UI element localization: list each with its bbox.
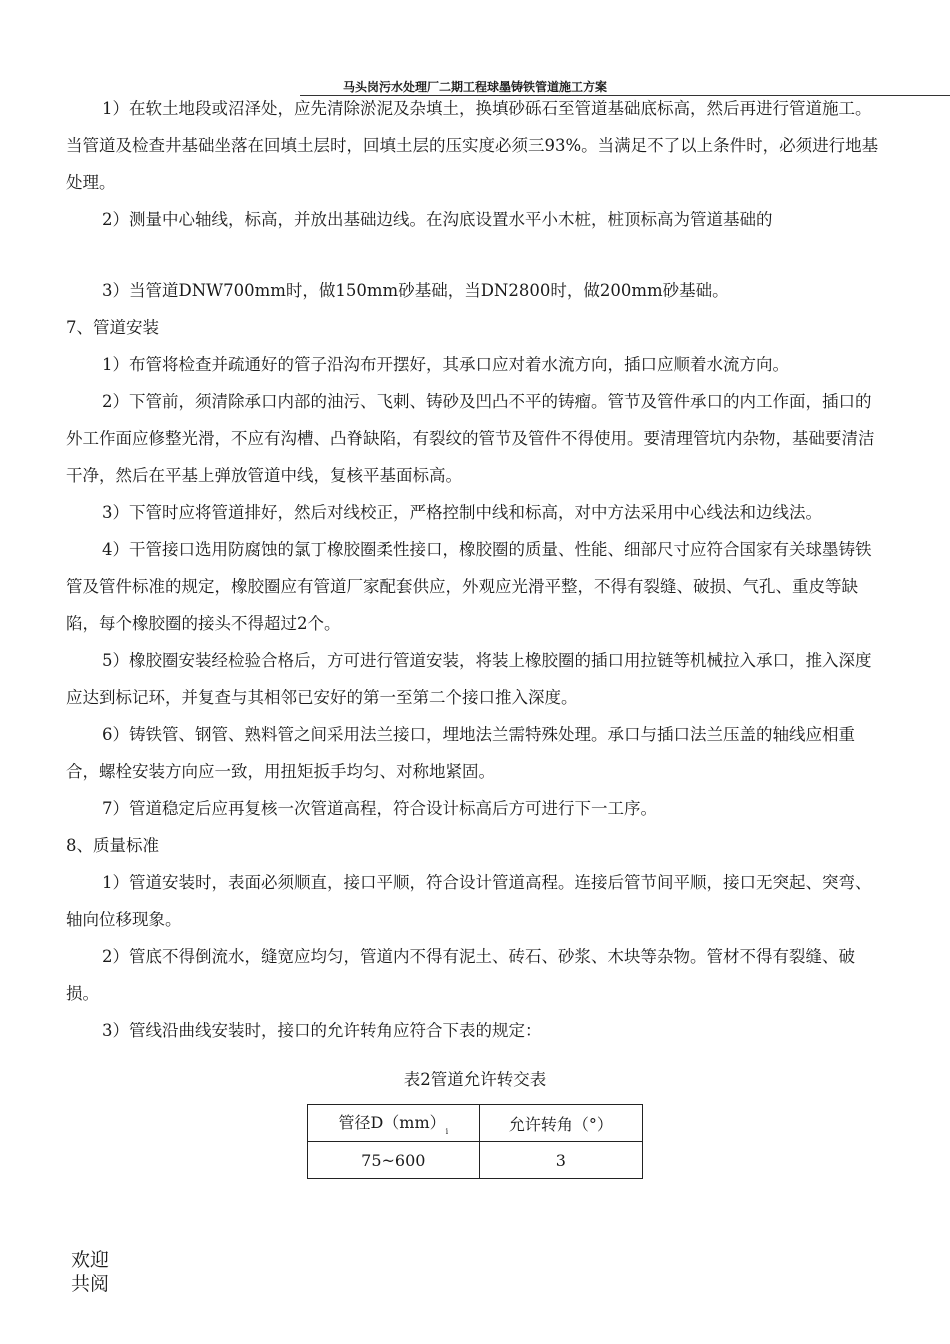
table-row xyxy=(308,1142,643,1179)
paragraph: 3）下管时应将管道排好，然后对线校正，严格控制中线和标高，对中方法采用中心线法和边线法。 xyxy=(102,503,822,522)
paragraph: 3）当管道DNW700mm时，做150mm砂基础，当DN2800时，做200mm砂基础。 xyxy=(102,281,729,300)
paragraph: 2）下管前，须清除承口内部的油污、飞刺、铸砂及凹凸不平的铸瘤。管节及管件承口的内工作面，插口的外工作面应修整光滑，不应有沟槽、凸脊缺陷，有裂纹的管节及管件不得使用。要清理管坑内杂物，基础要清洁干净，然后在平基上弹放管道中线，复核平基面标高。 xyxy=(66,392,875,485)
table-header-row xyxy=(308,1105,643,1142)
column-header-angle: 允许转角（°） xyxy=(479,1105,642,1142)
paragraph: 5）橡胶圈安装经检验合格后，方可进行管道安装，将装上橡胶圈的插口用拉链等机械拉入承口，推入深度应达到标记环，并复查与其相邻已安好的第一至第二个接口推入深度。 xyxy=(66,651,872,707)
paragraph: 2）管底不得倒流水，缝宽应均匀，管道内不得有泥土、砖石、砂浆、木块等杂物。管材不得有裂缝、破损。 xyxy=(66,947,855,1003)
document-body xyxy=(66,90,886,1049)
section-heading: 8、质量标准 xyxy=(66,836,159,855)
allowed-angle-table xyxy=(307,1104,643,1179)
paragraph: 7）管道稳定后应再复核一次管道高程，符合设计标高后方可进行下一工序。 xyxy=(102,799,657,818)
cell-angle: 3 xyxy=(479,1142,642,1179)
page-header-title: 马头岗污水处理厂二期工程球墨铸铁管道施工方案 xyxy=(342,80,607,94)
table-caption: 表2管道允许转交表 xyxy=(403,1070,547,1089)
paragraph: 1）管道安装时，表面必须顺直，接口平顺，符合设计管道高程。连接后管节间平顺，接口无突起、突弯、轴向位移现象。 xyxy=(66,873,872,929)
paragraph: 4）干管接口选用防腐蚀的氯丁橡胶圈柔性接口，橡胶圈的质量、性能、细部尺寸应符合国家有关球墨铸铁管及管件标准的规定，橡胶圈应有管道厂家配套供应，外观应光滑平整，不得有裂缝、破损、气孔、重皮等缺陷，每个橡胶圈的接头不得超过2个。 xyxy=(66,540,872,633)
paragraph: 3）管线沿曲线安装时，接口的允许转角应符合下表的规定： xyxy=(102,1021,542,1040)
paragraph: 6）铸铁管、钢管、熟料管之间采用法兰接口，埋地法兰需特殊处理。承口与插口法兰压盖的轴线应相重合，螺栓安装方向应一致，用扭矩扳手均匀、对称地紧固。 xyxy=(66,725,855,781)
paragraph: 1）布管将检查并疏通好的管子沿沟布开摆好，其承口应对着水流方向，插口应顺着水流方向。 xyxy=(102,355,789,374)
cell-diameter: 75~600 xyxy=(308,1142,480,1179)
subscript: i xyxy=(445,1127,449,1136)
blank-gap xyxy=(66,238,886,272)
paragraph: 2）测量中心轴线，标高，并放出基础边线。在沟底设置水平小木桩，桩顶标高为管道基础的 xyxy=(102,210,773,229)
column-header-label: 管径D（mm） xyxy=(338,1113,446,1132)
column-header-diameter xyxy=(308,1105,480,1142)
paragraph: 1）在软土地段或沼泽处，应先清除淤泥及杂填土，换填砂砾石至管道基础底标高，然后再进行管道施工。当管道及检查井基础坐落在回填土层时，回填土层的压实度必须三93%。当满足不了以上条件时，必须进行地基处理。 xyxy=(66,99,879,192)
section-heading: 7、管道安装 xyxy=(66,318,159,337)
footer-stamp: 欢迎共阅 xyxy=(71,1249,110,1295)
